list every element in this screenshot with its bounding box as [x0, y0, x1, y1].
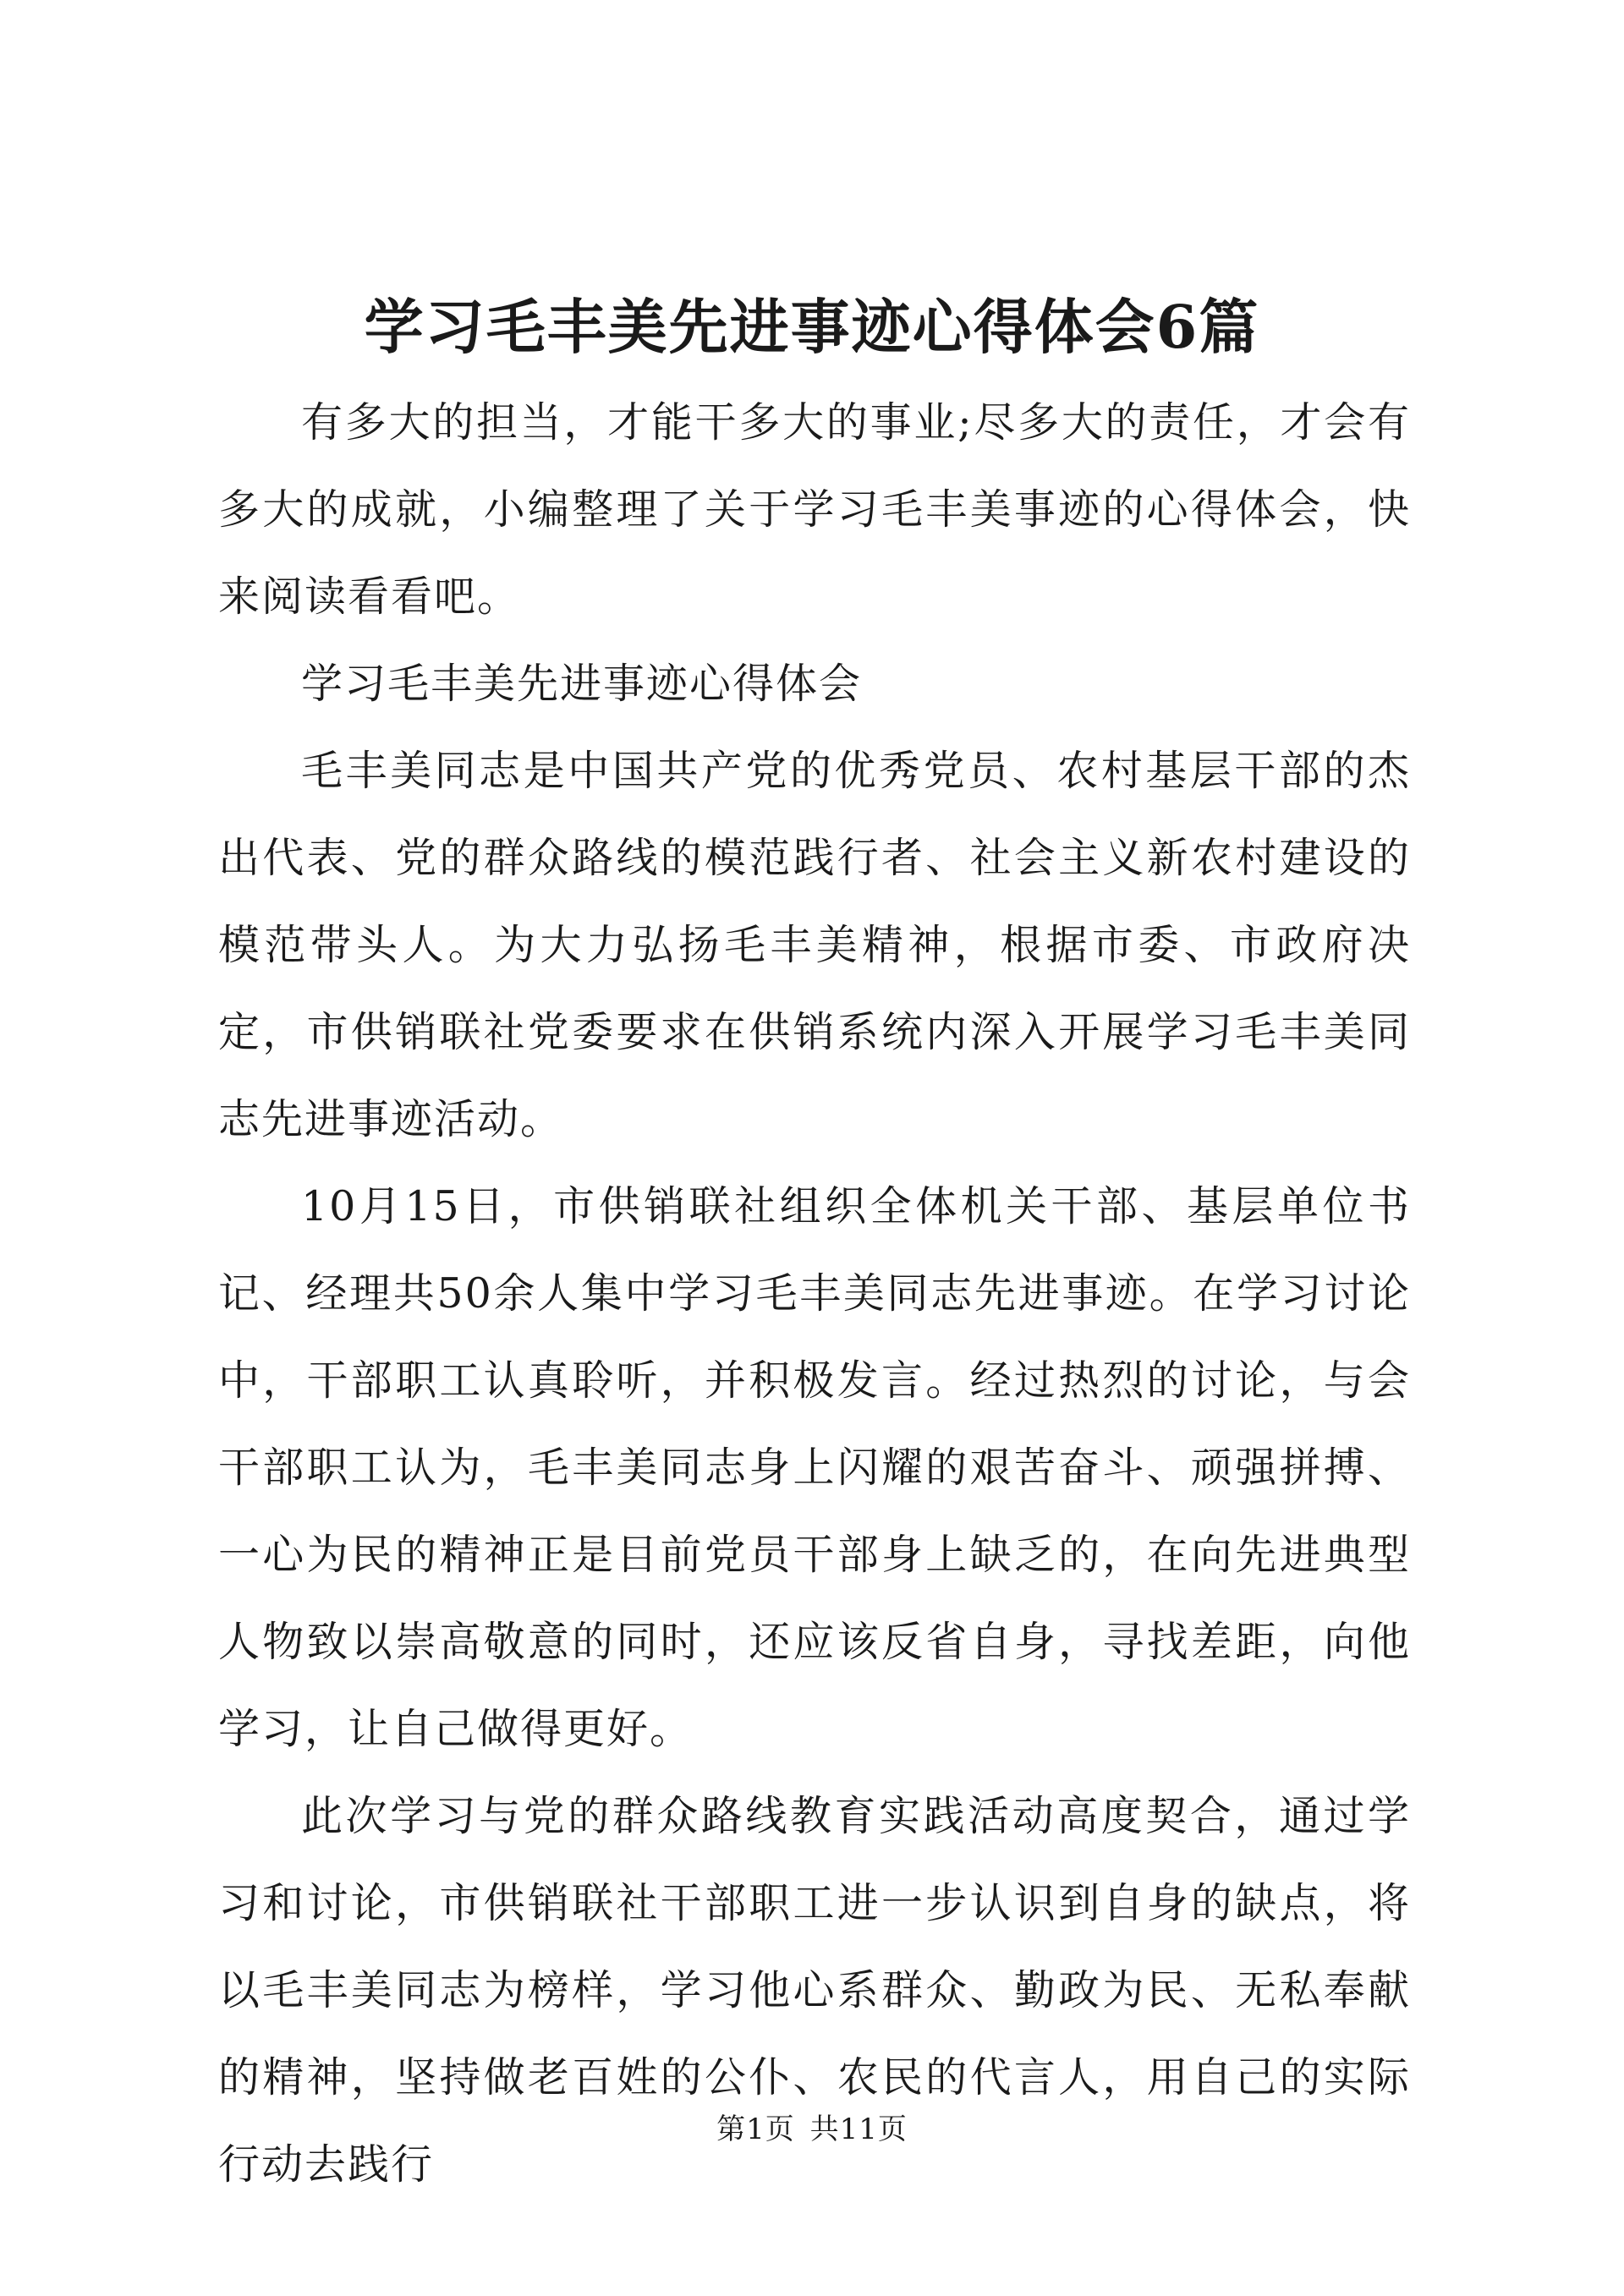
page-number-footer: 第1页 共11页 — [716, 2112, 908, 2146]
document-title: 学习毛丰美先进事迹心得体会6篇 — [364, 292, 1260, 362]
section-heading: 学习毛丰美先进事迹心得体会 — [301, 660, 863, 708]
paragraph-conclusion: 此次学习与党的群众路线教育实践活动高度契合，通过学习和讨论，市供销联社干部职工进一步认识到自身的缺点，将以毛丰美同志为榜样，学习他心系群众、勤政为民、无私奉献的精神，坚持做老百姓的公仆、农民的代言人，用自己的实际行动去践行 — [218, 1792, 1411, 2189]
paragraph-meeting: 10月15日，市供销联社组织全体机关干部、基层单位书记、经理共50余人集中学习毛丰美同志先进事迹。在学习讨论中，干部职工认真聆听，并积极发言。经过热烈的讨论，与会干部职工认为，毛丰美同志身上闪耀的艰苦奋斗、顽强拼搏、一心为民的精神正是目前党员干部身上缺乏的，在向先进典型人物致以崇高敬意的同时，还应该反省自身，寻找差距，向他学习，让自己做得更好。 — [218, 1182, 1411, 1753]
paragraph-intro: 有多大的担当，才能干多大的事业;尽多大的责任，才会有多大的成就，小编整理了关于学习毛丰美事迹的心得体会，快来阅读看看吧。 — [218, 398, 1411, 621]
document-body — [218, 379, 1411, 2208]
paragraph-background: 毛丰美同志是中国共产党的优秀党员、农村基层干部的杰出代表、党的群众路线的模范践行者、社会主义新农村建设的模范带头人。为大力弘扬毛丰美精神，根据市委、市政府决定，市供销联社党委要求在供销系统内深入开展学习毛丰美同志先进事迹活动。 — [218, 747, 1411, 1143]
